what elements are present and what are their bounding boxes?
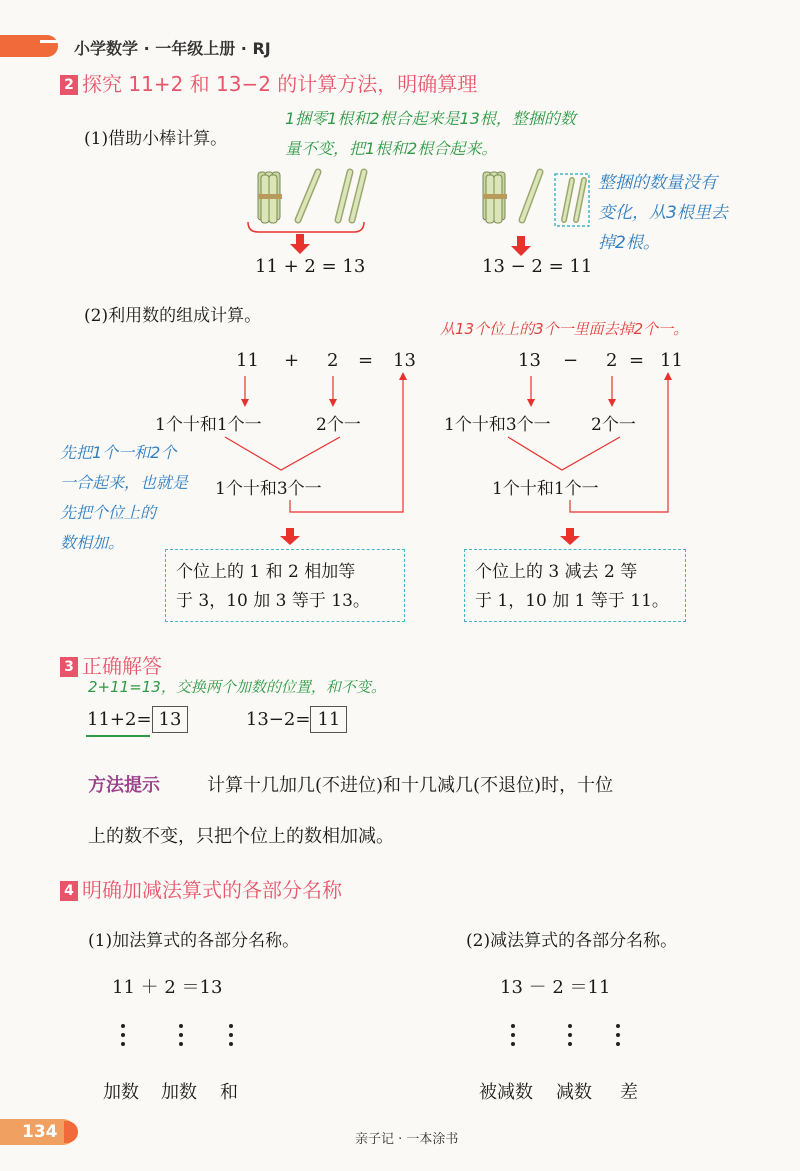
page-number-accent <box>64 1121 78 1143</box>
sub-left-part: 1个十和3个一 <box>444 415 551 435</box>
method-tip-line1: 计算十几加几(不进位)和十几减几(不退位)时，十位 <box>207 775 614 796</box>
sub-equation: 13 － 2 ＝11 <box>500 977 611 998</box>
explanation-box-sub <box>464 549 686 622</box>
equation-add: 11 + 2 = 13 <box>255 256 366 277</box>
sub-n1: 13 <box>518 350 541 371</box>
sub-n2: 2 <box>606 350 618 371</box>
answer-1-box: 13 <box>152 706 189 733</box>
sub-eq: = <box>629 350 645 371</box>
add-n1: 11 <box>236 350 259 371</box>
add-op: + <box>284 350 300 371</box>
section3-number: 3 <box>60 657 78 677</box>
question-1: 11+2= <box>87 709 152 730</box>
sub-name-subtrahend: 减数 <box>556 1082 592 1103</box>
note-green-sticks-2: 量不变，把1根和2根合起来。 <box>285 139 498 158</box>
part2-label: (2)利用数的组成计算。 <box>84 306 262 326</box>
sub-res: 11 <box>660 350 683 371</box>
vertical-dots <box>0 1020 800 1060</box>
note-red: 从13个位上的3个一里面去掉2个一。 <box>440 320 689 338</box>
add-name-addend2: 加数 <box>161 1082 197 1103</box>
note-blue-left-2: 一合起来，也就是 <box>60 473 189 492</box>
section4-number: 4 <box>60 881 78 901</box>
method-tip-label: 方法提示 <box>88 775 160 796</box>
equation-sub: 13 − 2 = 11 <box>482 256 593 277</box>
add-n2: 2 <box>327 350 339 371</box>
header-title: 小学数学 · 一年级上册 · RJ <box>74 39 271 58</box>
section4-heading <box>60 874 342 903</box>
add-eq: = <box>358 350 374 371</box>
box-sub-line2: 于 1，10 加 1 等于 11。 <box>475 591 669 611</box>
box-sub-line1: 个位上的 3 减去 2 等 <box>475 562 638 582</box>
section3-title: 正确解答 <box>82 654 162 678</box>
note-blue-left-3: 先把个位上的 <box>60 503 157 522</box>
add-left-part: 1个十和1个一 <box>155 415 262 435</box>
add-name-addend1: 加数 <box>103 1082 139 1103</box>
section4-part1-label: (1)加法算式的各部分名称。 <box>88 931 300 951</box>
underline-green <box>86 735 150 737</box>
sub-right-part: 2个一 <box>591 415 636 435</box>
note-blue-right-3: 掉2根。 <box>598 233 660 253</box>
answer-2-box: 11 <box>310 706 347 733</box>
add-equation: 11 ＋ 2 ＝13 <box>112 977 223 998</box>
sub-name-minuend: 被减数 <box>479 1082 533 1103</box>
add-bottom-part: 1个十和3个一 <box>215 479 322 499</box>
note-blue-right-2: 变化，从3根里去 <box>598 203 728 223</box>
footer-brand: 亲子记 · 一本涂书 <box>355 1132 459 1147</box>
part1-label: (1)借助小棒计算。 <box>84 129 228 149</box>
note-green-sticks-1: 1捆零1根和2根合起来是13根，整捆的数 <box>285 109 576 128</box>
section2-number: 2 <box>60 75 78 95</box>
sub-bottom-part: 1个十和1个一 <box>492 479 599 499</box>
section2-title: 探究 11+2 和 13−2 的计算方法，明确算理 <box>82 72 478 96</box>
note-blue-right-1: 整捆的数量没有 <box>598 173 717 193</box>
answer-row <box>87 706 347 733</box>
add-right-part: 2个一 <box>316 415 361 435</box>
box-add-line1: 个位上的 1 和 2 相加等 <box>176 562 356 582</box>
section4-part2-label: (2)减法算式的各部分名称。 <box>466 931 678 951</box>
section4-title: 明确加减法算式的各部分名称 <box>82 878 342 902</box>
add-res: 13 <box>393 350 416 371</box>
question-2: 13−2= <box>245 709 311 730</box>
add-name-sum: 和 <box>220 1082 238 1103</box>
note-green-commutative: 2+11=13，交换两个加数的位置，和不变。 <box>88 678 386 696</box>
note-blue-left-4: 数相加。 <box>60 533 125 552</box>
section3-heading <box>60 650 162 679</box>
sub-name-difference: 差 <box>620 1082 638 1103</box>
box-add-line2: 于 3，10 加 3 等于 13。 <box>176 591 370 611</box>
sub-op: − <box>563 350 579 371</box>
explanation-box-add <box>165 549 405 622</box>
method-tip-line2: 上的数不变，只把个位上的数相加减。 <box>88 826 394 847</box>
page-number: 134 <box>22 1122 58 1142</box>
note-blue-left-1: 先把1个一和2个 <box>60 443 177 462</box>
